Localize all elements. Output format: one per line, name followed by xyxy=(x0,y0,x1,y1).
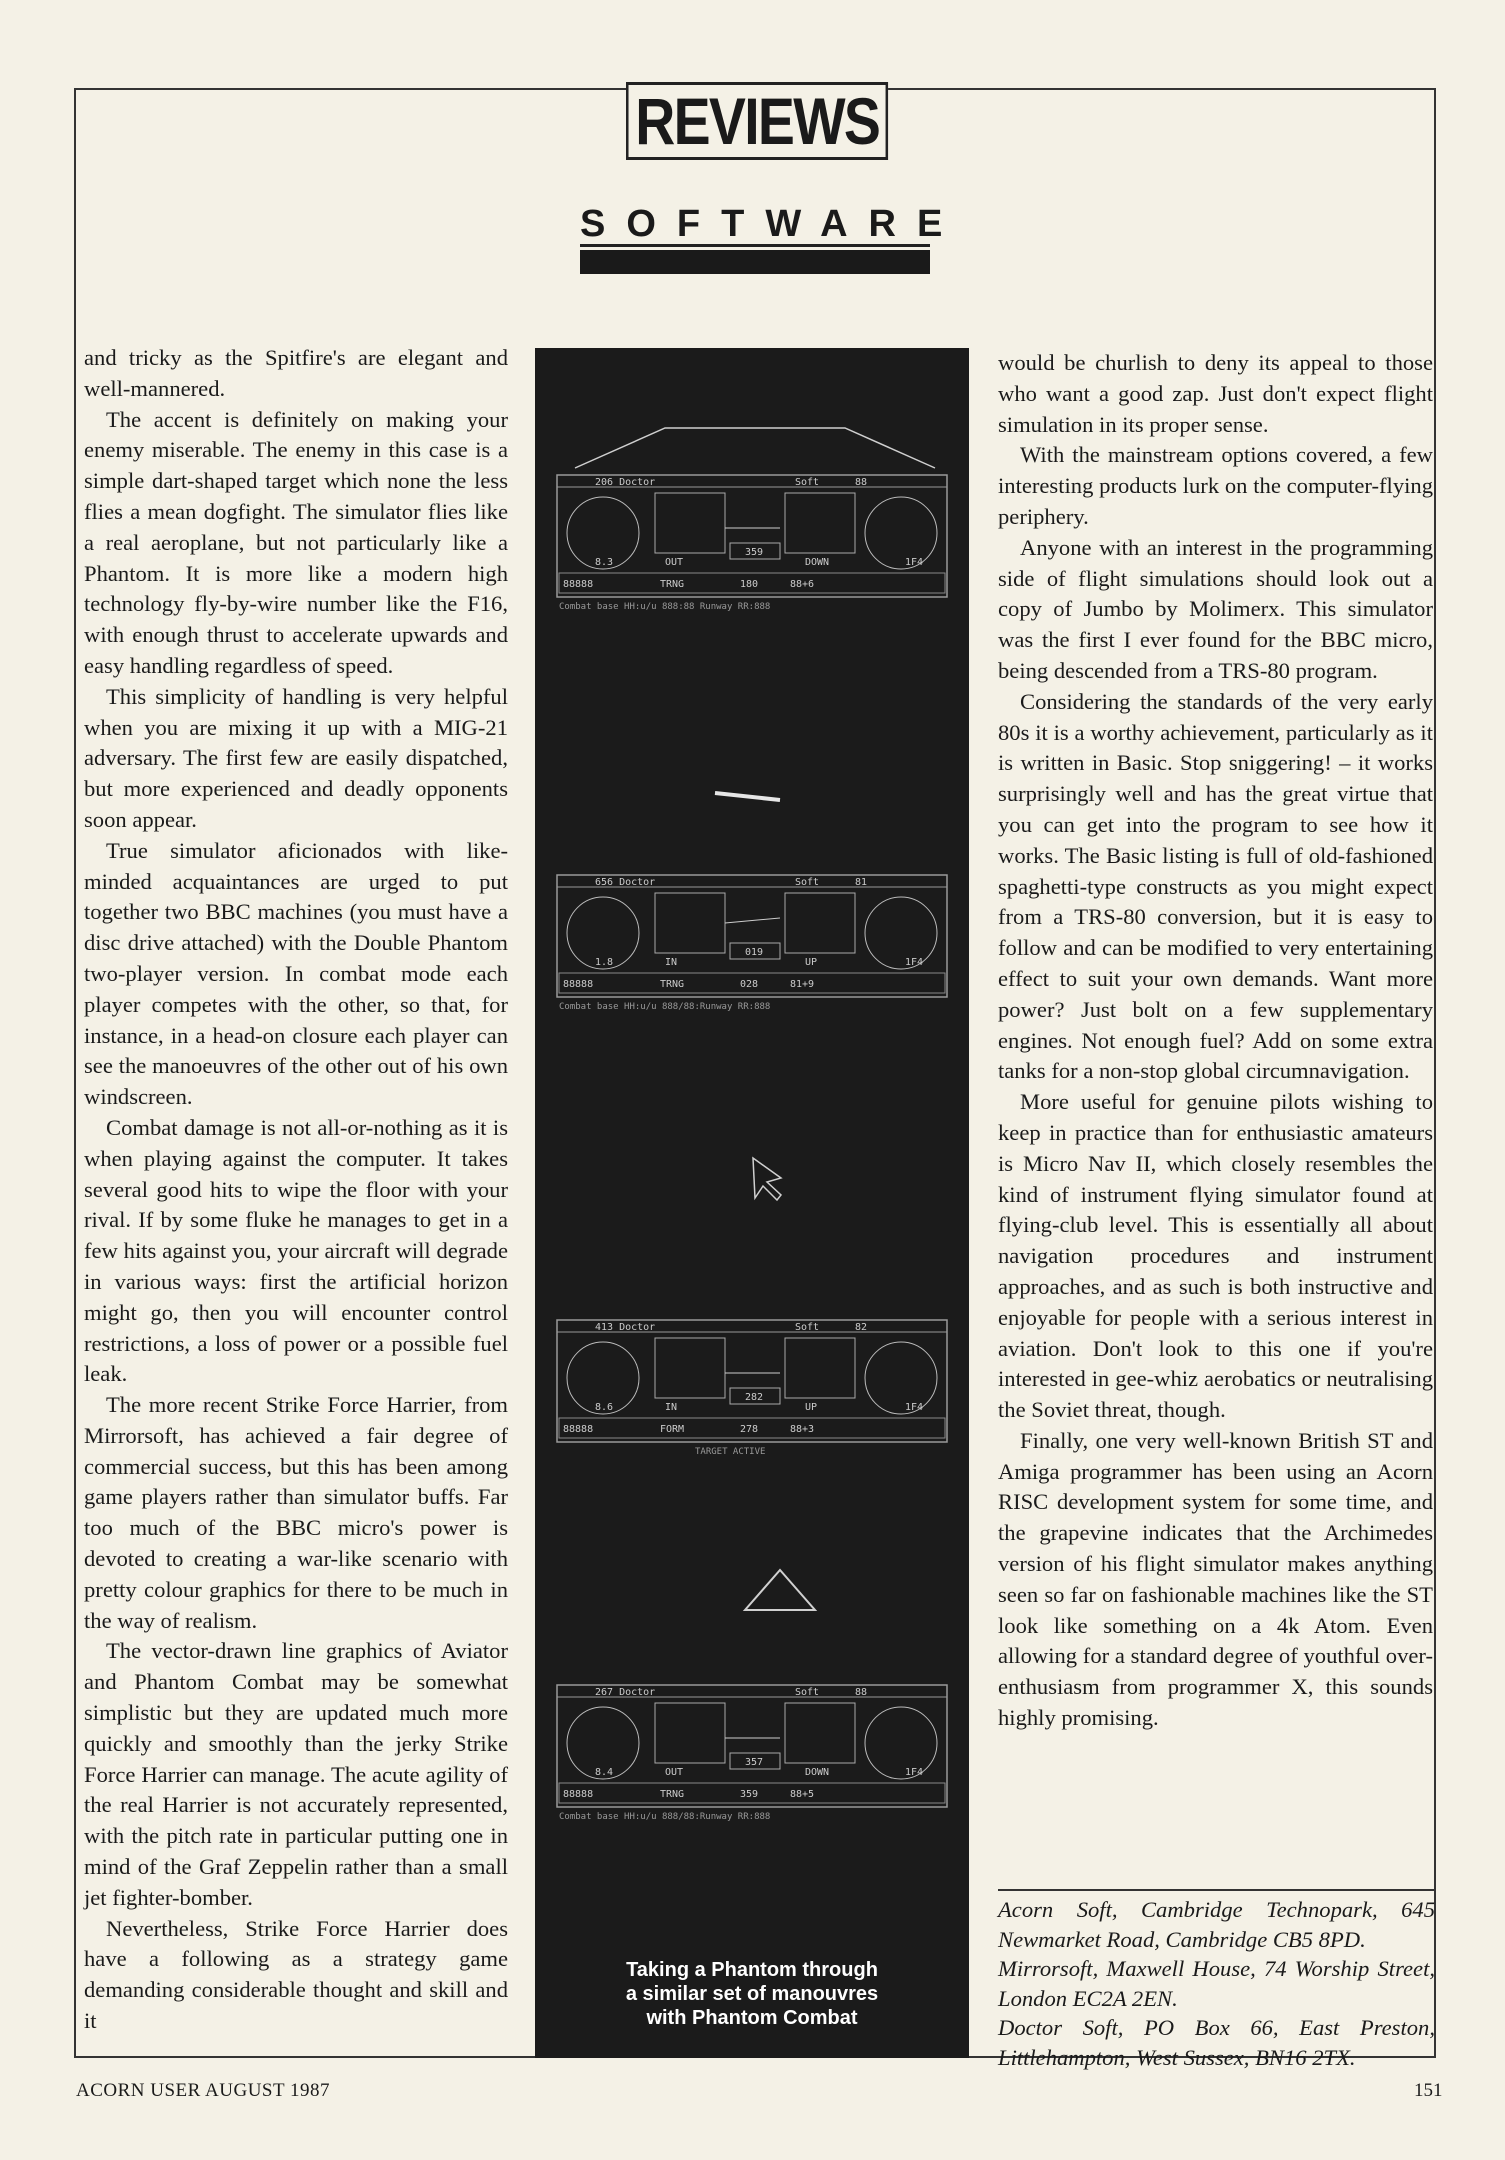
svg-text:88888: 88888 xyxy=(563,1424,594,1435)
svg-text:180: 180 xyxy=(740,579,759,590)
cockpit-panel xyxy=(555,1318,949,1468)
screen-header: 656 Doctor xyxy=(595,877,656,888)
svg-text:278: 278 xyxy=(740,1424,759,1435)
paragraph: The accent is definitely on making your enemy miserable. The enemy in this case is a simple dart-shaped target which none the less flies a mean dogfight. The simulator flies like a real aeroplane, but not particularly like a Phantom. It is more like a modern high technology fly-by-wire number like the F16, with enough thrust to accelerate upwards and easy handling regardless of speed. xyxy=(84,406,508,678)
svg-text:88+6: 88+6 xyxy=(790,579,815,590)
page-number: 151 xyxy=(1414,2080,1443,2101)
svg-text:1F4: 1F4 xyxy=(905,1767,924,1778)
svg-text:UP: UP xyxy=(805,957,818,968)
screen-header: 206 Doctor xyxy=(595,477,656,488)
svg-text:88+5: 88+5 xyxy=(790,1789,815,1800)
paragraph: Anyone with an interest in the programming side of flight simulations should look out a copy of Jumbo by Molimerx. This simulator was the first I ever found for the BBC micro, being descended from a TRS-80 program. xyxy=(998,534,1433,683)
section-title: REVIEWS xyxy=(626,82,888,160)
svg-text:357: 357 xyxy=(745,1757,764,1768)
svg-text:TRNG: TRNG xyxy=(660,579,685,590)
svg-text:81+9: 81+9 xyxy=(790,979,815,990)
cockpit-screen xyxy=(555,1318,949,1468)
subsection-title: SOFTWARE xyxy=(580,203,964,245)
aircraft-arrow-icon xyxy=(753,1158,781,1200)
target-dart xyxy=(715,793,780,800)
screen-header: 413 Doctor xyxy=(595,1322,656,1333)
svg-text:8.4: 8.4 xyxy=(595,1767,614,1778)
screen-status: Combat base HH:u/u 888/88:Runway RR:888 xyxy=(559,1812,771,1822)
target-triangle-icon xyxy=(745,1570,815,1610)
paragraph: Nevertheless, Strike Force Harrier does have a following as a strategy game demanding considerable thought and skill and it xyxy=(84,1915,508,2034)
article-column-left xyxy=(84,343,508,2037)
paragraph: True simulator aficionados with like-minded acquaintances are urged to put together two BBC machines (you must have a disc drive attached) with the Double Phantom two-player version. In combat mode each player competes with the other, so that, for instance, in a head-on closure each player can see the manoeuvres of the other out of his own windscreen. xyxy=(84,837,508,1110)
svg-text:88: 88 xyxy=(855,477,868,488)
subsection-rule xyxy=(580,250,930,274)
svg-text:81: 81 xyxy=(855,877,868,888)
paragraph: With the mainstream options covered, a few interesting products lurk on the computer-flying periphery. xyxy=(998,442,1433,529)
paragraph: The more recent Strike Force Harrier, from Mirrorsoft, has achieved a fair degree of commercial success, but this has been among game players rather than simulator buffs. Far too much of the BBC micro's power is devoted to creating a war-like scenario with pretty colour graphics for there to be much in the way of realism. xyxy=(84,1392,508,1633)
paragraph: Considering the standards of the very early 80s it is a worthy achievement, particularly as it is written in Basic. Stop sniggering! – it works surprisingly well and has the great virtue that you can get into the program to see how it works. The Basic listing is full of old-fashioned spaghetti-type constructs as you might expect from a TRS-80 conversion, but it is easy to follow and can be modified to very entertaining effect to suit your own demands. Want more power? Just bolt on a few supplementary engines. Not enough fuel? Add on some extra tanks for a non-stop global circumnavigation. xyxy=(998,688,1433,1084)
svg-text:IN: IN xyxy=(665,957,678,968)
svg-text:OUT: OUT xyxy=(665,557,684,568)
cockpit-screen xyxy=(555,473,949,623)
svg-text:88888: 88888 xyxy=(563,579,594,590)
svg-text:88: 88 xyxy=(855,1687,868,1698)
address: Acorn Soft, Cambridge Technopark, 645 Newmarket Road, Cambridge CB5 8PD. xyxy=(998,1897,1435,1952)
svg-text:88+3: 88+3 xyxy=(790,1424,815,1435)
cockpit-screen xyxy=(555,873,949,1023)
svg-text:028: 028 xyxy=(740,979,759,990)
svg-text:1F4: 1F4 xyxy=(905,957,924,968)
svg-text:IN: IN xyxy=(665,1402,678,1413)
caption-line: with Phantom Combat xyxy=(646,2007,858,2029)
address: Doctor Soft, PO Box 66, East Preston, Littlehampton, West Sussex, BN16 2TX. xyxy=(998,2015,1435,2070)
article-column-right xyxy=(998,348,1433,1734)
paragraph: would be churlish to deny its appeal to those who want a good zap. Just don't expect flight simulation in its proper sense. xyxy=(998,350,1433,437)
paragraph: More useful for genuine pilots wishing to keep in practice than for enthusiastic amateurs is Micro Nav II, which closely resembles the kind of instrument flying simulator found at flying-club level. This is essentially all about navigation procedures and instrument approaches, and as such is both instructive and enjoyable for people with a serious interest in aviation. Don't look to this one if you're interested in gee-whiz aerobatics or neutralising the Soviet threat, though. xyxy=(998,1089,1433,1423)
svg-text:8.3: 8.3 xyxy=(595,557,614,568)
svg-text:82: 82 xyxy=(855,1322,868,1333)
paragraph: and tricky as the Spitfire's are elegant and well-mannered. xyxy=(84,345,508,401)
svg-text:359: 359 xyxy=(745,547,764,558)
screen-header: 267 Doctor xyxy=(595,1687,656,1698)
cockpit-panel xyxy=(555,1683,949,1833)
svg-text:8.6: 8.6 xyxy=(595,1402,614,1413)
svg-text:TRNG: TRNG xyxy=(660,979,685,990)
cockpit-panel xyxy=(555,473,949,623)
publication-footer: ACORN USER AUGUST 1987 xyxy=(76,2080,330,2101)
svg-text:88888: 88888 xyxy=(563,979,594,990)
paragraph: The vector-drawn line graphics of Aviator and Phantom Combat may be somewhat simplistic but they are updated much more quickly and smoothly than the jerky Strike Force Harrier can manage. The acute agility of the real Harrier is not accurately represented, with the pitch rate in particular putting one in mind of the Graf Zeppelin rather than a small jet fighter-bomber. xyxy=(84,1638,508,1910)
address: Mirrorsoft, Maxwell House, 74 Worship Street, London EC2A 2EN. xyxy=(998,1956,1435,2011)
paragraph: Combat damage is not all-or-nothing as it is when playing against the computer. It takes several good hits to wipe the floor with your rival. If by some fluke he manages to get in a few hits against you, your aircraft will degrade in various ways: first the artificial horizon might go, then you will encounter control restrictions, a loss of power or a possible fuel leak. xyxy=(84,1114,508,1387)
svg-text:Soft: Soft xyxy=(795,1687,820,1698)
svg-text:DOWN: DOWN xyxy=(805,1767,830,1778)
screen-status: Combat base HH:u/u 888:88 Runway RR:888 xyxy=(559,602,771,612)
svg-text:282: 282 xyxy=(745,1392,764,1403)
screen-status: TARGET ACTIVE xyxy=(695,1447,766,1457)
cockpit-screen xyxy=(555,1683,949,1833)
svg-text:Soft: Soft xyxy=(795,1322,820,1333)
publisher-addresses xyxy=(998,1889,1435,2072)
svg-text:019: 019 xyxy=(745,947,764,958)
svg-text:Soft: Soft xyxy=(795,477,820,488)
svg-text:88888: 88888 xyxy=(563,1789,594,1800)
photo-caption xyxy=(535,1958,969,2030)
screenshot-strip xyxy=(535,348,969,2058)
svg-text:DOWN: DOWN xyxy=(805,557,830,568)
horizon-line xyxy=(575,428,935,468)
svg-text:FORM: FORM xyxy=(660,1424,685,1435)
svg-text:TRNG: TRNG xyxy=(660,1789,685,1800)
paragraph: Finally, one very well-known British ST and Amiga programmer has been using an Acorn RISC development system for some time, and the grapevine indicates that the Archimedes version of his flight simulator makes anything seen so far on fashionable machines like the ST look like something on a 4k Atom. Even allowing for a standard degree of youthful over-enthusiasm from programmer X, this sounds highly promising. xyxy=(998,1427,1433,1731)
svg-text:1F4: 1F4 xyxy=(905,557,924,568)
cockpit-panel xyxy=(555,873,949,1023)
svg-text:1F4: 1F4 xyxy=(905,1402,924,1413)
svg-text:Soft: Soft xyxy=(795,877,820,888)
svg-text:UP: UP xyxy=(805,1402,818,1413)
svg-text:OUT: OUT xyxy=(665,1767,684,1778)
screen-status: Combat base HH:u/u 888/88:Runway RR:888 xyxy=(559,1002,771,1012)
svg-text:359: 359 xyxy=(740,1789,759,1800)
svg-text:1.8: 1.8 xyxy=(595,957,614,968)
caption-line: Taking a Phantom through xyxy=(626,1959,878,1981)
paragraph: This simplicity of handling is very helpful when you are mixing it up with a MIG-21 adversary. The first few are easily dispatched, but more experienced and deadly opponents soon appear. xyxy=(84,683,508,832)
caption-line: a similar set of manouvres xyxy=(625,1983,879,2005)
